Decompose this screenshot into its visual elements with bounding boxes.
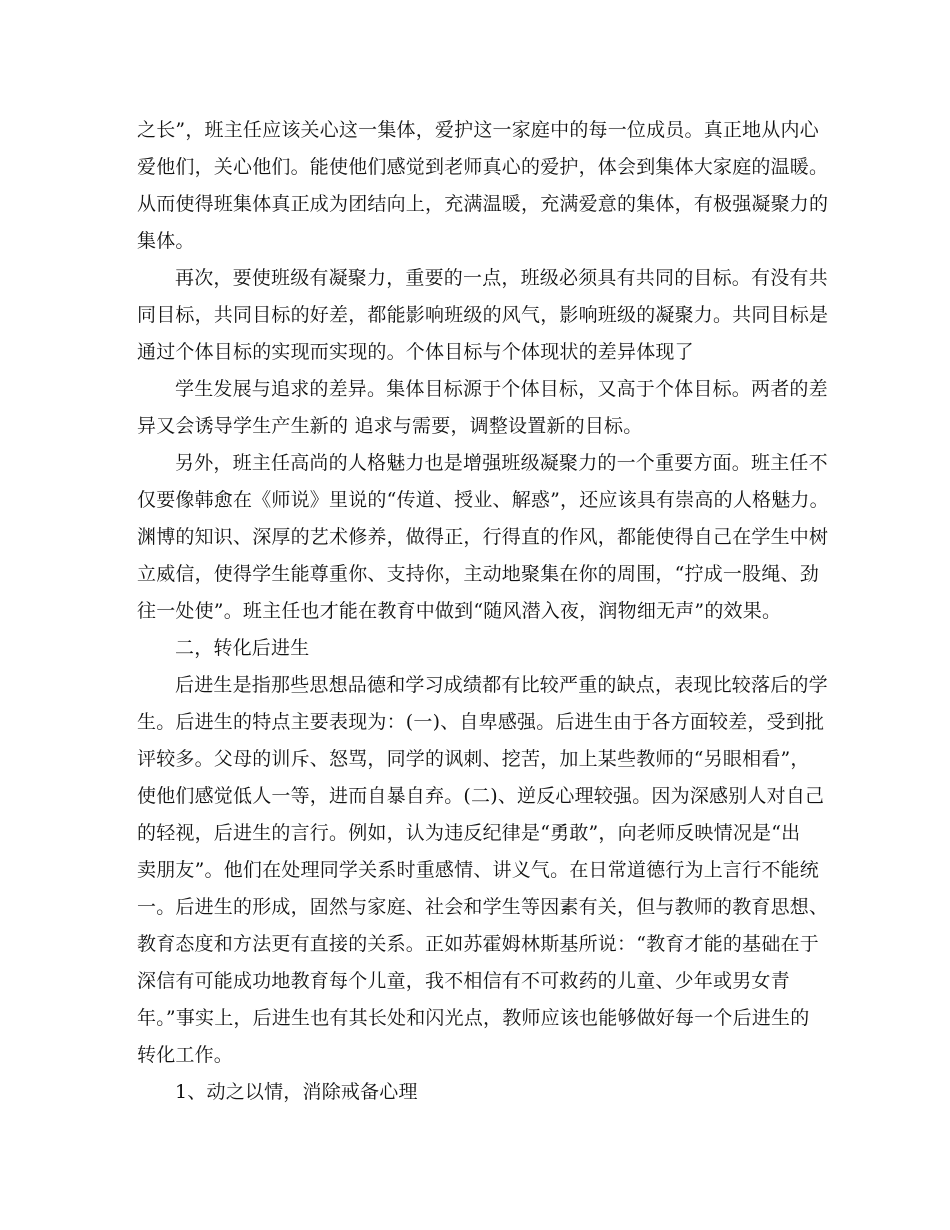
text-line: 集体。 (137, 230, 195, 252)
text-line: 卖朋友”。他们在处理同学关系时重感情、讲义气。在日常道德行为上言行不能统 (137, 859, 819, 881)
text-line: 使他们感觉低人一等，进而自暴自弃。(二)、逆反心理较强。因为深感别人对自己 (137, 785, 825, 807)
text-line: 之长”，班主任应该关心这一集体，爱护这一家庭中的每一位成员。真正地从内心 (137, 119, 819, 141)
text-line: 同目标，共同目标的好差，都能影响班级的风气，影响班级的凝聚力。共同目标是 (137, 304, 829, 326)
text-line: 转化工作。 (137, 1044, 234, 1066)
text-line: 教育态度和方法更有直接的关系。正如苏霍姆林斯基所说：“教育才能的基础在于 (137, 933, 819, 955)
text-line: 异又会诱导学生产生新的 追求与需要，调整设置新的目标。 (137, 415, 643, 437)
text-line: 从而使得班集体真正成为团结向上，充满温暖，充满爱意的集体，有极强凝聚力的 (137, 193, 829, 215)
paragraph-start-line: 再次，要使班级有凝聚力，重要的一点，班级必须具有共同的目标。有没有共 (175, 267, 828, 289)
text-line: 深信有可能成功地教育每个儿童，我不相信有不可救药的儿童、少年或男女青 (137, 970, 790, 992)
paragraph-start-line: 后进生是指那些思想品德和学习成绩都有比较严重的缺点，表现比较落后的学 (175, 674, 828, 696)
text-line: 爱他们，关心他们。能使他们感觉到老师真心的爱护，体会到集体大家庭的温暖。 (137, 156, 829, 178)
paragraph-start-line: 学生发展与追求的差异。集体目标源于个体目标，又高于个体目标。两者的差 (175, 378, 828, 400)
text-line: 仅要像韩愈在《师说》里说的“传道、授业、解惑”，还应该具有崇高的人格魅力。 (137, 489, 829, 511)
text-line: 往一处使”。班主任也才能在教育中做到“随风潜入夜，润物细无声”的效果。 (137, 600, 782, 622)
subsection-heading: 1、动之以情，消除戒备心理 (175, 1081, 418, 1103)
text-line: 的轻视，后进生的言行。例如，认为违反纪律是“勇敢”，向老师反映情况是“出 (137, 822, 801, 844)
text-line: 评较多。父母的训斥、怒骂，同学的讽刺、挖苦，加上某些教师的“另眼相看”， (137, 748, 810, 770)
section-heading: 二，转化后进生 (175, 637, 310, 659)
text-line: 一。后进生的形成，固然与家庭、社会和学生等因素有关，但与教师的教育思想、 (137, 896, 829, 918)
text-line: 生。后进生的特点主要表现为：(一)、自卑感强。后进生由于各方面较差，受到批 (137, 711, 825, 733)
text-line: 年。”事实上，后进生也有其长处和闪光点，教师应该也能够做好每一个后进生的 (137, 1007, 810, 1029)
text-line: 渊博的知识、深厚的艺术修养，做得正，行得直的作风，都能使得自己在学生中树 (137, 526, 829, 548)
text-line: 通过个体目标的实现而实现的。个体目标与个体现状的差异体现了 (137, 341, 694, 363)
text-line: 立威信，使得学生能尊重你、支持你，主动地聚集在你的周围，“拧成一股绳、劲 (137, 563, 819, 585)
paragraph-start-line: 另外，班主任高尚的人格魅力也是增强班级凝聚力的一个重要方面。班主任不 (175, 452, 828, 474)
